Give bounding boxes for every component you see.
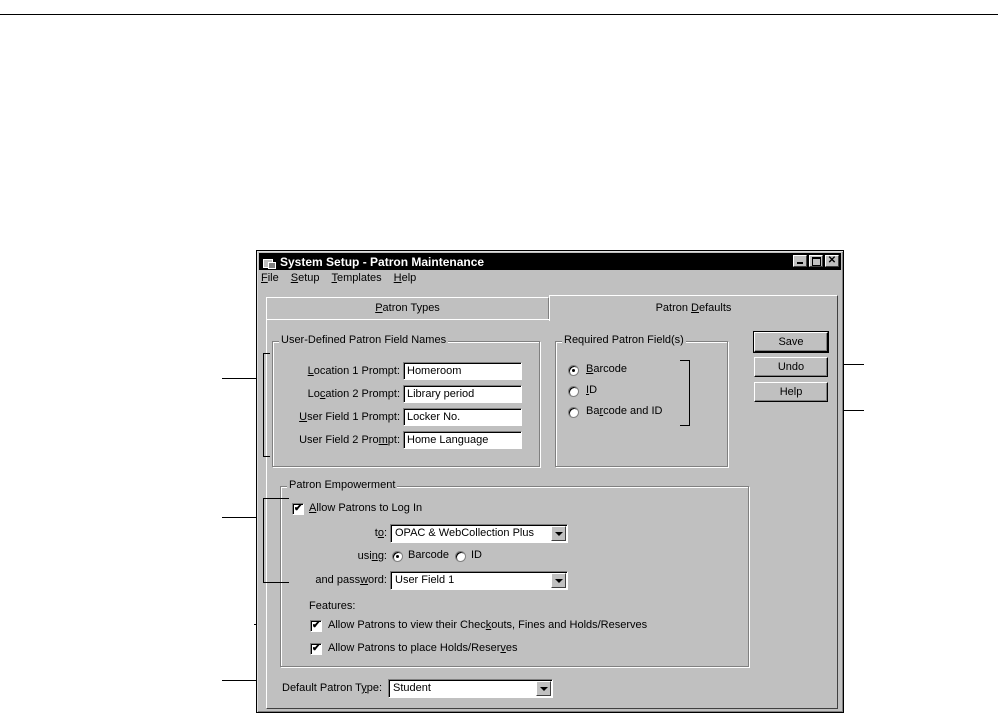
login-to-value: OPAC & WebCollection Plus	[395, 527, 534, 539]
allow-login-checkbox[interactable]	[292, 503, 304, 515]
feature-place-holds-label[interactable]: Allow Patrons to place Holds/Reserves	[328, 642, 518, 654]
default-type-label: Default Patron Type:	[282, 682, 383, 694]
password-label: and password:	[315, 574, 387, 586]
location1-input[interactable]: Homeroom	[403, 362, 522, 380]
group-title: Patron Empowerment	[289, 479, 396, 491]
allow-login-label[interactable]: Allow Patrons to Log In	[309, 502, 423, 514]
app-window	[256, 250, 844, 713]
using-id-label[interactable]: ID	[471, 549, 482, 561]
bracket-user-fields	[263, 353, 270, 457]
user-field2-label: User Field 2 Prompt:	[299, 434, 400, 446]
app-icon	[262, 256, 276, 268]
password-combo[interactable]	[390, 571, 568, 590]
login-to-combo[interactable]	[390, 524, 568, 543]
group-title: Required Patron Field(s)	[564, 334, 684, 346]
feature-place-holds-checkbox[interactable]	[310, 643, 322, 655]
user-field1-label: User Field 1 Prompt:	[299, 411, 400, 423]
login-using-label: using:	[357, 550, 387, 562]
feature-view-checkouts-checkbox[interactable]	[310, 620, 322, 632]
undo-button[interactable]: Undo	[754, 357, 828, 377]
save-button[interactable]: Save	[754, 332, 828, 352]
menu-bar	[261, 272, 428, 288]
required-fields-group	[555, 334, 728, 467]
bracket-required	[680, 360, 690, 426]
required-barcode-and-id-radio[interactable]	[568, 407, 579, 418]
password-value: User Field 1	[395, 574, 455, 586]
menu-templates[interactable]: Templates	[331, 272, 382, 284]
bracket-empowerment	[263, 498, 289, 583]
help-button[interactable]: Help	[754, 382, 828, 402]
using-barcode-label[interactable]: Barcode	[408, 549, 449, 561]
tab-panel-patron-defaults	[266, 319, 838, 709]
group-title: User-Defined Patron Field Names	[281, 334, 447, 346]
tab-patron-types[interactable]: Patron Types	[266, 297, 549, 319]
title-bar[interactable]	[259, 253, 841, 270]
required-barcode-label[interactable]: Barcode	[586, 363, 627, 375]
close-button[interactable]: ✕	[825, 255, 839, 267]
required-id-radio[interactable]	[568, 386, 579, 397]
using-barcode-radio[interactable]	[392, 551, 403, 562]
chevron-down-icon[interactable]	[551, 573, 566, 588]
user-field1-input[interactable]: Locker No.	[403, 408, 522, 426]
location2-input[interactable]: Library period	[403, 385, 522, 403]
default-type-combo[interactable]	[388, 679, 553, 698]
window-title: System Setup - Patron Maintenance	[280, 254, 485, 269]
required-barcode-and-id-label[interactable]: Barcode and ID	[586, 405, 663, 417]
maximize-button[interactable]	[809, 255, 823, 267]
page-rule	[0, 14, 998, 15]
menu-file[interactable]: File	[261, 272, 279, 284]
features-label: Features:	[309, 600, 356, 612]
required-id-label[interactable]: ID	[586, 384, 598, 396]
login-to-label: to:	[374, 527, 387, 539]
chevron-down-icon[interactable]	[536, 681, 551, 696]
default-type-value: Student	[393, 682, 431, 694]
chevron-down-icon[interactable]	[551, 526, 566, 541]
using-id-radio[interactable]	[455, 551, 466, 562]
user-field2-input[interactable]: Home Language	[403, 431, 522, 449]
location2-label: Location 2 Prompt:	[307, 388, 400, 400]
location1-label: Location 1 Prompt:	[307, 365, 400, 377]
tab-patron-defaults[interactable]: Patron Defaults	[549, 295, 838, 321]
minimize-button[interactable]	[793, 255, 807, 267]
required-barcode-radio[interactable]	[568, 365, 579, 376]
menu-help[interactable]: Help	[393, 272, 417, 284]
feature-view-checkouts-label[interactable]: Allow Patrons to view their Checkouts, Fines and Holds/Reserves	[328, 619, 648, 631]
menu-setup[interactable]: Setup	[290, 272, 320, 284]
